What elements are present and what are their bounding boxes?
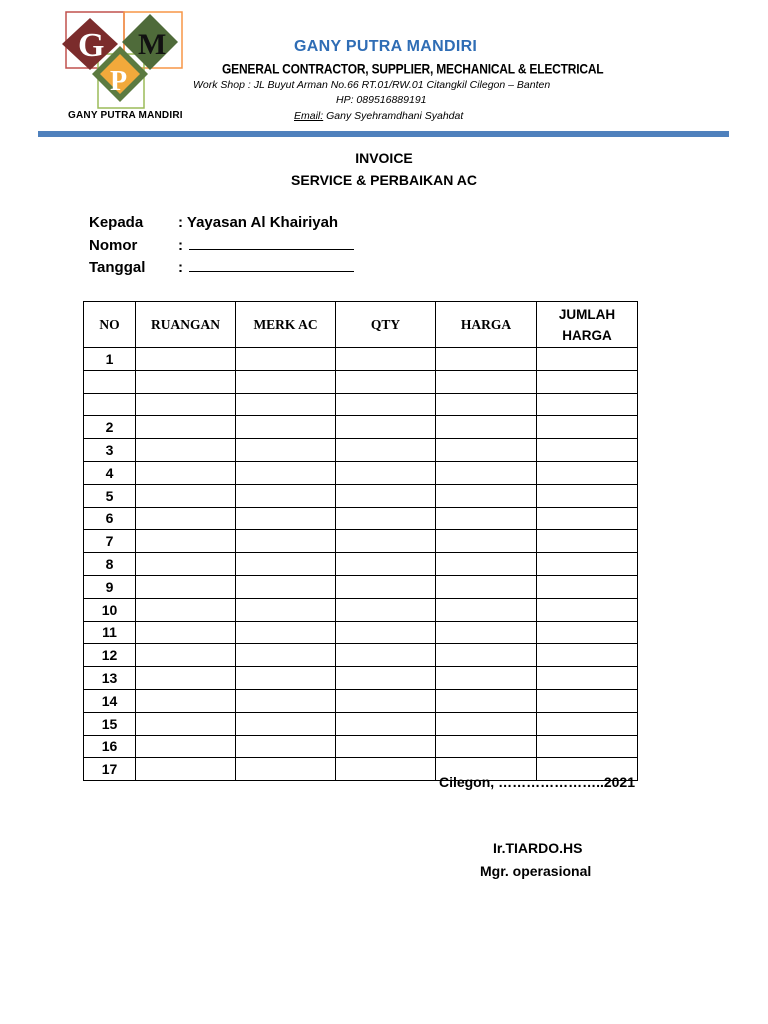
cell-harga bbox=[436, 712, 537, 735]
table-row bbox=[84, 644, 638, 667]
cell-qty bbox=[336, 484, 436, 507]
cell-jumlah-harga bbox=[537, 735, 638, 758]
cell-merk-ac bbox=[236, 667, 336, 690]
table-row bbox=[84, 689, 638, 712]
email-label: Email: bbox=[294, 110, 324, 122]
cell-jumlah-harga bbox=[537, 667, 638, 690]
table-body bbox=[84, 348, 638, 781]
cell-jumlah-harga bbox=[537, 507, 638, 530]
table-row bbox=[84, 735, 638, 758]
signer-name: Ir.TIARDO.HS bbox=[493, 840, 583, 856]
cell-harga bbox=[436, 416, 537, 439]
table-row bbox=[84, 621, 638, 644]
cell-merk-ac bbox=[236, 575, 336, 598]
nomor-blank-line bbox=[189, 237, 354, 250]
logo-letter-g: G bbox=[78, 27, 105, 64]
cell-jumlah-harga bbox=[537, 370, 638, 393]
cell-harga bbox=[436, 507, 537, 530]
cell-jumlah-harga bbox=[537, 712, 638, 735]
cell-jumlah-harga bbox=[537, 416, 638, 439]
email-line bbox=[294, 110, 463, 122]
header-merk-ac: MERK AC bbox=[236, 302, 336, 348]
cell-merk-ac bbox=[236, 484, 336, 507]
cell-no: 6 bbox=[84, 507, 136, 530]
cell-ruangan bbox=[136, 735, 236, 758]
header-ruangan: RUANGAN bbox=[136, 302, 236, 348]
cell-no: 5 bbox=[84, 484, 136, 507]
cell-jumlah-harga bbox=[537, 598, 638, 621]
cell-qty bbox=[336, 621, 436, 644]
cell-ruangan bbox=[136, 370, 236, 393]
cell-no: 16 bbox=[84, 735, 136, 758]
table-header-row bbox=[84, 302, 638, 348]
cell-jumlah-harga bbox=[537, 575, 638, 598]
cell-qty bbox=[336, 461, 436, 484]
cell-merk-ac bbox=[236, 530, 336, 553]
header-harga: HARGA bbox=[436, 302, 537, 348]
cell-ruangan bbox=[136, 575, 236, 598]
cell-qty bbox=[336, 348, 436, 371]
cell-merk-ac bbox=[236, 758, 336, 781]
cell-no bbox=[84, 370, 136, 393]
cell-harga bbox=[436, 484, 537, 507]
cell-no: 4 bbox=[84, 461, 136, 484]
table-row bbox=[84, 598, 638, 621]
invoice-title: INVOICE bbox=[355, 150, 413, 166]
cell-ruangan bbox=[136, 667, 236, 690]
cell-no: 9 bbox=[84, 575, 136, 598]
cell-ruangan bbox=[136, 439, 236, 462]
logo-caption: GANY PUTRA MANDIRI bbox=[68, 110, 183, 121]
table-row bbox=[84, 575, 638, 598]
cell-ruangan bbox=[136, 416, 236, 439]
cell-ruangan bbox=[136, 758, 236, 781]
cell-harga bbox=[436, 439, 537, 462]
cell-qty bbox=[336, 598, 436, 621]
cell-no: 12 bbox=[84, 644, 136, 667]
cell-jumlah-harga bbox=[537, 393, 638, 416]
field-nomor bbox=[89, 237, 354, 254]
kepada-value: : Yayasan Al Khairiyah bbox=[178, 214, 339, 231]
cell-jumlah-harga bbox=[537, 621, 638, 644]
cell-qty bbox=[336, 530, 436, 553]
cell-qty bbox=[336, 644, 436, 667]
table-row bbox=[84, 530, 638, 553]
cell-harga bbox=[436, 644, 537, 667]
cell-no: 3 bbox=[84, 439, 136, 462]
cell-harga bbox=[436, 461, 537, 484]
cell-harga bbox=[436, 553, 537, 576]
cell-qty bbox=[336, 507, 436, 530]
cell-merk-ac bbox=[236, 439, 336, 462]
cell-ruangan bbox=[136, 507, 236, 530]
cell-merk-ac bbox=[236, 507, 336, 530]
cell-jumlah-harga bbox=[537, 439, 638, 462]
cell-merk-ac bbox=[236, 393, 336, 416]
cell-harga bbox=[436, 735, 537, 758]
cell-merk-ac bbox=[236, 553, 336, 576]
cell-no: 13 bbox=[84, 667, 136, 690]
cell-ruangan bbox=[136, 553, 236, 576]
cell-jumlah-harga bbox=[537, 553, 638, 576]
invoice-subtitle: SERVICE & PERBAIKAN AC bbox=[291, 172, 477, 188]
cell-qty bbox=[336, 393, 436, 416]
cell-merk-ac bbox=[236, 689, 336, 712]
email-value: Gany Syehramdhani Syahdat bbox=[323, 110, 464, 122]
cell-ruangan bbox=[136, 712, 236, 735]
table-row bbox=[84, 416, 638, 439]
cell-ruangan bbox=[136, 393, 236, 416]
cell-jumlah-harga bbox=[537, 461, 638, 484]
place-date: Cilegon, …………………..2021 bbox=[438, 774, 635, 790]
cell-merk-ac bbox=[236, 348, 336, 371]
table-row bbox=[84, 461, 638, 484]
table-row bbox=[84, 348, 638, 371]
cell-qty bbox=[336, 667, 436, 690]
cell-no: 8 bbox=[84, 553, 136, 576]
tanggal-label: Tanggal bbox=[89, 259, 146, 276]
cell-harga bbox=[436, 598, 537, 621]
cell-merk-ac bbox=[236, 598, 336, 621]
cell-no: 7 bbox=[84, 530, 136, 553]
header-jumlah-harga: JUMLAH HARGA bbox=[537, 302, 638, 348]
logo-letter-m: M bbox=[138, 28, 167, 61]
cell-merk-ac bbox=[236, 416, 336, 439]
cell-jumlah-harga bbox=[537, 484, 638, 507]
cell-harga bbox=[436, 621, 537, 644]
nomor-colon: : bbox=[178, 237, 183, 254]
logo-letter-p: P bbox=[110, 66, 128, 97]
cell-merk-ac bbox=[236, 712, 336, 735]
header-qty: QTY bbox=[336, 302, 436, 348]
tanggal-blank-line bbox=[189, 259, 354, 272]
cell-jumlah-harga bbox=[537, 530, 638, 553]
cell-qty bbox=[336, 712, 436, 735]
cell-no: 14 bbox=[84, 689, 136, 712]
table-row bbox=[84, 370, 638, 393]
cell-no: 10 bbox=[84, 598, 136, 621]
header-no: NO bbox=[84, 302, 136, 348]
cell-merk-ac bbox=[236, 461, 336, 484]
cell-ruangan bbox=[136, 598, 236, 621]
cell-ruangan bbox=[136, 621, 236, 644]
cell-jumlah-harga bbox=[537, 644, 638, 667]
workshop-address: Work Shop : JL Buyut Arman No.66 RT.01/RW.01 Citangkil Cilegon – Banten bbox=[193, 79, 551, 91]
table-row bbox=[84, 484, 638, 507]
cell-harga bbox=[436, 393, 537, 416]
cell-qty bbox=[336, 370, 436, 393]
cell-no: 15 bbox=[84, 712, 136, 735]
cell-qty bbox=[336, 416, 436, 439]
cell-no: 1 bbox=[84, 348, 136, 371]
nomor-label: Nomor bbox=[89, 237, 138, 254]
company-name: GANY PUTRA MANDIRI bbox=[294, 38, 478, 55]
cell-qty bbox=[336, 439, 436, 462]
cell-harga bbox=[436, 348, 537, 371]
cell-ruangan bbox=[136, 530, 236, 553]
company-tagline: GENERAL CONTRACTOR, SUPPLIER, MECHANICAL & ELECTRICAL bbox=[222, 61, 604, 78]
cell-merk-ac bbox=[236, 735, 336, 758]
table-row bbox=[84, 507, 638, 530]
cell-ruangan bbox=[136, 461, 236, 484]
header-divider bbox=[38, 131, 729, 137]
cell-harga bbox=[436, 530, 537, 553]
cell-harga bbox=[436, 370, 537, 393]
cell-no: 17 bbox=[84, 758, 136, 781]
cell-merk-ac bbox=[236, 621, 336, 644]
kepada-label: Kepada bbox=[89, 214, 144, 231]
cell-qty bbox=[336, 553, 436, 576]
invoice-table bbox=[83, 301, 638, 781]
cell-no bbox=[84, 393, 136, 416]
table-row bbox=[84, 712, 638, 735]
tanggal-colon: : bbox=[178, 259, 183, 276]
cell-qty bbox=[336, 575, 436, 598]
cell-no: 11 bbox=[84, 621, 136, 644]
cell-ruangan bbox=[136, 689, 236, 712]
cell-harga bbox=[436, 575, 537, 598]
cell-harga bbox=[436, 667, 537, 690]
cell-merk-ac bbox=[236, 644, 336, 667]
cell-qty bbox=[336, 735, 436, 758]
cell-no: 2 bbox=[84, 416, 136, 439]
cell-qty bbox=[336, 689, 436, 712]
signer-position: Mgr. operasional bbox=[480, 863, 592, 879]
table-row bbox=[84, 667, 638, 690]
cell-harga bbox=[436, 689, 537, 712]
cell-ruangan bbox=[136, 644, 236, 667]
cell-ruangan bbox=[136, 484, 236, 507]
table-row bbox=[84, 439, 638, 462]
table-row bbox=[84, 393, 638, 416]
field-tanggal bbox=[89, 259, 354, 276]
field-kepada bbox=[89, 214, 338, 231]
cell-merk-ac bbox=[236, 370, 336, 393]
cell-jumlah-harga bbox=[537, 689, 638, 712]
phone-number: HP: 089516889191 bbox=[336, 94, 427, 106]
cell-qty bbox=[336, 758, 436, 781]
table-row bbox=[84, 553, 638, 576]
cell-jumlah-harga bbox=[537, 348, 638, 371]
cell-ruangan bbox=[136, 348, 236, 371]
